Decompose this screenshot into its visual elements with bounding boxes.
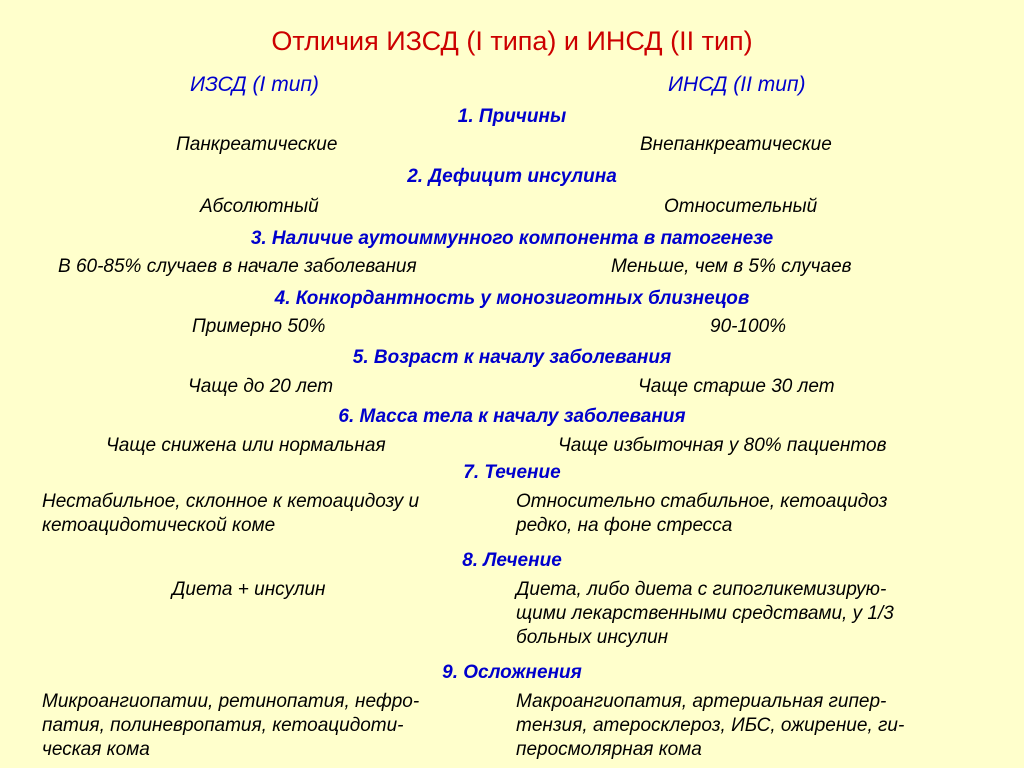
age-type1: Чаще до 20 лет — [188, 376, 334, 397]
insulin-deficit-type2: Относительный — [664, 196, 818, 217]
age-type2: Чаще старше 30 лет — [638, 376, 835, 397]
column-header-type2: ИНСД (II тип) — [668, 73, 806, 96]
treatment-type2: Диета, либо диета с гипогликемизирую- щими лекарственными средствами, у 1/3 больных инсулин — [516, 579, 894, 648]
slide-title: Отличия ИЗСД (I типа) и ИНСД (II тип) — [271, 26, 753, 56]
section-heading-concordance: 4. Конкордантность у монозиготных близнецов — [274, 288, 750, 309]
section-heading-treatment: 8. Лечение — [462, 550, 562, 571]
section-heading-body-mass: 6. Масса тела к началу заболевания — [338, 406, 686, 427]
causes-type2: Внепанкреатические — [640, 134, 832, 155]
concordance-type2: 90-100% — [710, 316, 787, 337]
section-heading-course: 7. Течение — [463, 462, 561, 483]
causes-type1: Панкреатические — [176, 134, 338, 155]
autoimmune-type2: Меньше, чем в 5% случаев — [611, 256, 852, 277]
concordance-type1: Примерно 50% — [192, 316, 326, 337]
section-heading-autoimmune: 3. Наличие аутоиммунного компонента в патогенезе — [250, 228, 774, 249]
autoimmune-type1: В 60-85% случаев в начале заболевания — [58, 256, 417, 277]
insulin-deficit-type1: Абсолютный — [200, 196, 319, 217]
course-type2: Относительно стабильное, кетоацидоз редко, на фоне стресса — [516, 491, 888, 536]
complications-type1: Микроангиопатии, ретинопатия, нефро- патия, полиневропатия, кетоацидоти- ческая кома — [42, 691, 420, 760]
section-heading-insulin-deficit: 2. Дефицит инсулина — [407, 166, 617, 187]
section-heading-complications: 9. Осложнения — [442, 662, 582, 683]
treatment-type1: Диета + инсулин — [172, 579, 326, 600]
column-header-type1: ИЗСД (I тип) — [190, 73, 319, 96]
course-type1: Нестабильное, склонное к кетоацидозу и кетоацидотической коме — [42, 491, 420, 536]
section-heading-age: 5. Возраст к началу заболевания — [352, 347, 672, 368]
section-heading-causes: 1. Причины — [457, 106, 567, 127]
body-mass-type2: Чаще избыточная у 80% пациентов — [558, 435, 887, 456]
complications-type2: Макроангиопатия, артериальная гипер- тензия, атеросклероз, ИБС, ожирение, ги- перосмолярная кома — [516, 691, 905, 760]
body-mass-type1: Чаще снижена или нормальная — [106, 435, 386, 456]
